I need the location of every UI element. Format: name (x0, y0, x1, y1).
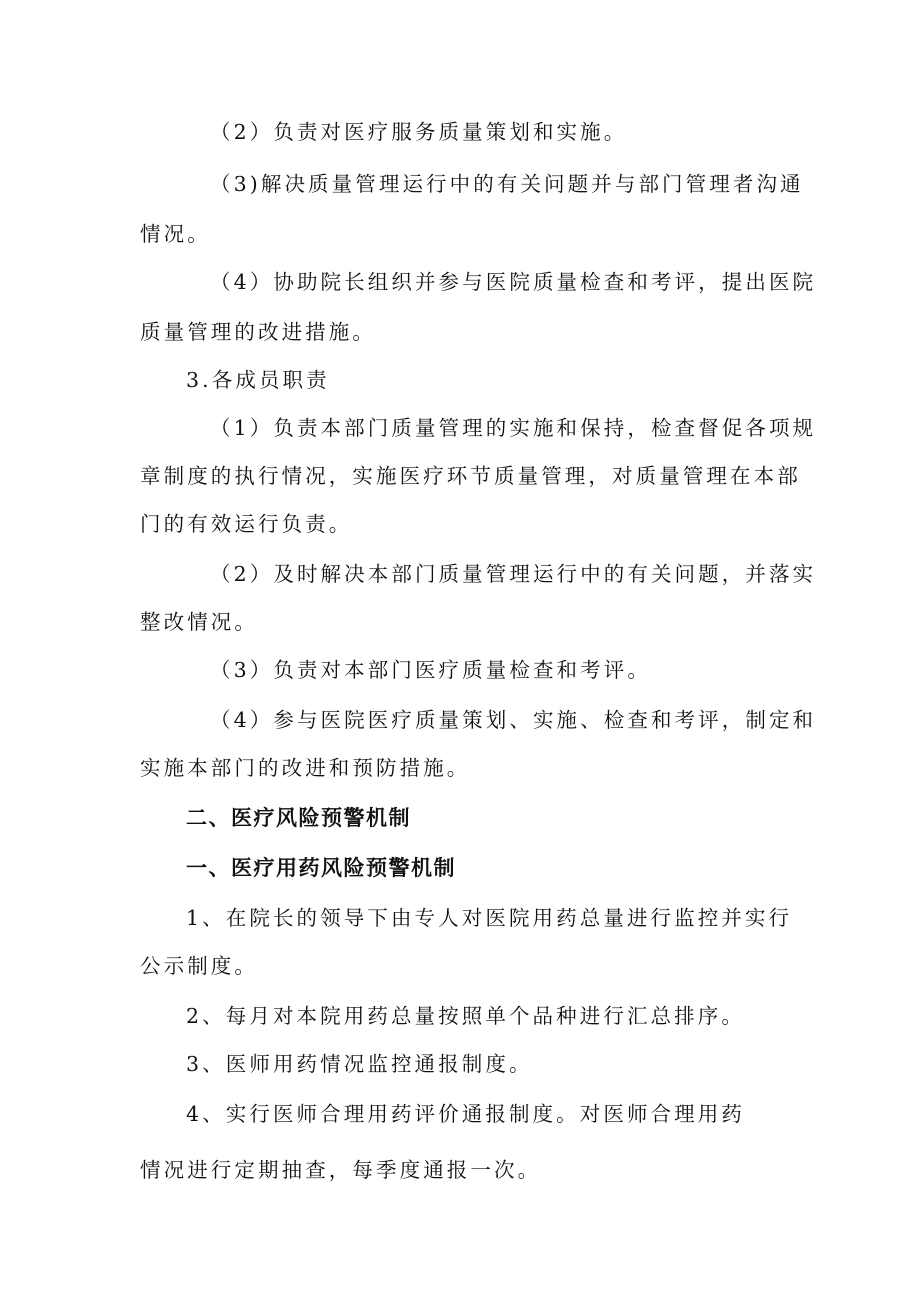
paragraph-line: 情况。 (140, 222, 211, 246)
paragraph-line: （3）负责对本部门医疗质量检查和考评。 (210, 658, 651, 682)
paragraph-line: 门的有效运行负责。 (140, 512, 353, 536)
section-heading: 一、医疗用药风险预警机制 (186, 856, 456, 880)
paragraph-line: 1、在院长的领导下由专人对医院用药总量进行监控并实行 (186, 906, 793, 930)
paragraph-line: 3、医师用药情况监控通报制度。 (186, 1052, 533, 1076)
paragraph-line: （2）及时解决本部门质量管理运行中的有关问题，并落实 (210, 562, 817, 586)
paragraph-line: 质量管理的改进措施。 (140, 320, 376, 344)
paragraph-line: （3)解决质量管理运行中的有关问题并与部门管理者沟通 (210, 172, 804, 196)
paragraph-line: 章制度的执行情况，实施医疗环节质量管理，对质量管理在本部 (140, 464, 801, 488)
paragraph-line: 情况进行定期抽查，每季度通报一次。 (140, 1158, 542, 1182)
paragraph-line: （2）负责对医疗服务质量策划和实施。 (210, 120, 628, 144)
paragraph-line: 4、实行医师合理用药评价通报制度。对医师合理用药 (186, 1102, 745, 1126)
paragraph-line: （4）协助院长组织并参与医院质量检查和考评，提出医院 (210, 270, 817, 294)
paragraph-line: （4）参与医院医疗质量策划、实施、检查和考评，制定和 (210, 708, 817, 732)
paragraph-line: 公示制度。 (140, 954, 258, 978)
section-heading: 二、医疗风险预警机制 (186, 806, 411, 830)
paragraph-line: 整改情况。 (140, 610, 258, 634)
paragraph-line: （1）负责本部门质量管理的实施和保持，检查督促各项规 (210, 416, 817, 440)
paragraph-line: 2、每月对本院用药总量按照单个品种进行汇总排序。 (186, 1004, 745, 1028)
section-line: 3.各成员职责 (186, 368, 330, 392)
paragraph-line: 实施本部门的改进和预防措施。 (140, 756, 471, 780)
